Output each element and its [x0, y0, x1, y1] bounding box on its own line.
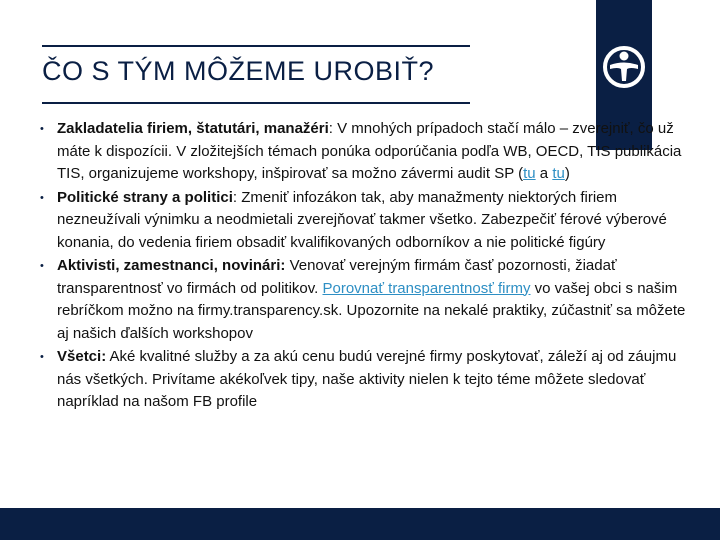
bullet-item-politicians — [40, 187, 692, 255]
bullet-list — [40, 118, 692, 415]
bullet-text: a — [535, 165, 553, 182]
bullet-text: Aké kvalitné služby a za akú cenu budú verejné firmy poskytovať, záleží aj od záujmu nás všetkých. Privítame akékoľvek tipy, naše aktivity nielen k tejto téme môžete sledovať napríklad na našom FB profile — [57, 348, 677, 410]
bullet-item-activists — [40, 255, 692, 345]
bullet-dot-icon: • — [40, 351, 44, 363]
bullet-text: Venovať verejným firmám časť pozornosti, žiadať transparentnosť vo firmách od politikov. — [57, 257, 617, 297]
bullet-dot-icon: • — [40, 260, 44, 272]
bullet-heading: Politické strany a politici — [57, 188, 233, 206]
bullet-dot-icon: • — [40, 191, 44, 204]
bullet-heading: Aktivisti, zamestnanci, novinári: — [57, 257, 286, 274]
bullet-text: : V mnohých prípadoch stačí málo – zverejniť, čo už máte k dispozícii. V zložitejších témach ponúka odporúčania podľa WB, OECD, TIS publikácia TIS, organizujeme workshopy, inšpirovať sa možno závermi audit SP ( — [57, 120, 682, 182]
bullet-dot-icon: • — [40, 123, 44, 135]
bullet-item-everyone — [40, 346, 692, 414]
transparency-international-logo-icon — [602, 45, 646, 89]
title-rule-top — [42, 45, 470, 47]
bullet-item-founders — [40, 118, 692, 186]
bullet-text: ) — [564, 165, 570, 182]
title-rule-bottom — [42, 102, 470, 104]
footer-bar — [0, 508, 720, 540]
compare-transparency-link[interactable]: Porovnať transparentnosť firmy — [322, 279, 531, 297]
audit-link-2[interactable]: tu — [552, 165, 565, 182]
bullet-text: : Zmeniť infozákon tak, aby manažmenty niektorých firiem nezneužívali výnimku a neodmietali zverejňovať takmer všetko. Zabezpečiť férové výberové konania, do vedenia firiem obsadiť kvalifikovaných odborníkov a nie politické figúry — [57, 188, 667, 251]
bullet-heading: Všetci: — [57, 348, 107, 365]
slide-title: ČO S TÝM MÔŽEME UROBIŤ? — [42, 56, 435, 86]
audit-link-1[interactable]: tu — [523, 165, 536, 182]
bullet-text: vo vašej obci s našim rebríčkom možno na firmy.transparency.sk. Upozornite na nekalé praktiky, zúčastniť sa môžete aj našich ďalších workshopov — [57, 279, 686, 342]
bullet-heading: Zakladatelia firiem, štatutári, manažéri — [57, 120, 329, 137]
